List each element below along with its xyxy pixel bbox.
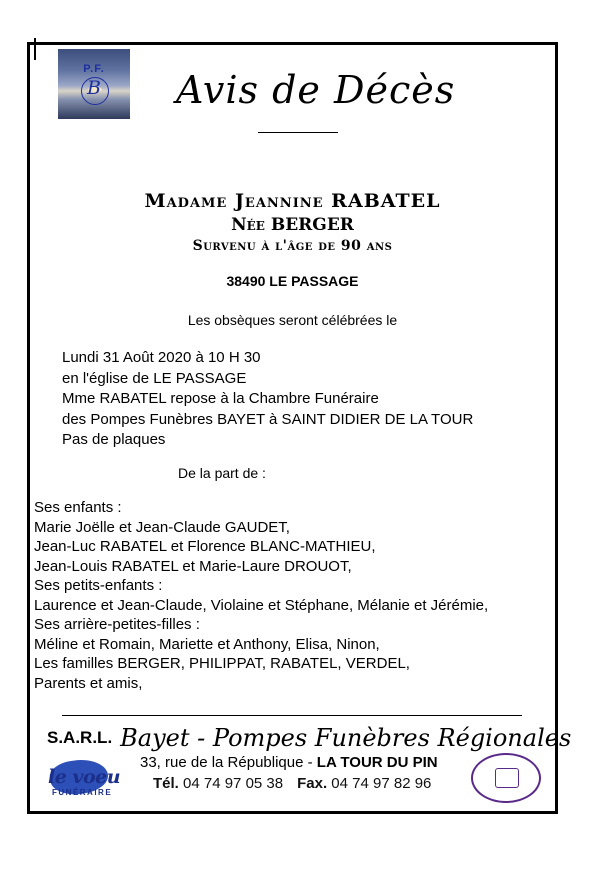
family-line: Méline et Romain, Mariette et Anthony, Elisa, Ninon, (34, 635, 380, 653)
birth-name: Née BERGER (231, 215, 354, 235)
notice-title: Avis de Décès (176, 68, 456, 112)
ceremony-line: Pas de plaques (62, 431, 166, 448)
obseques-intro: Les obsèques seront célébrées le (187, 312, 398, 328)
deceased-name: Madame Jeannine RABATEL (144, 190, 441, 212)
le-voeu-funeraire-logo (44, 752, 134, 800)
address-city: LA TOUR DU PIN (316, 754, 438, 771)
company-address (140, 754, 438, 771)
title-divider (258, 132, 338, 133)
family-line: Les familles BERGER, PHILIPPAT, RABATEL, VERDEL, (34, 655, 410, 672)
ceremony-line: des Pompes Funèbres BAYET à SAINT DIDIER DE LA TOUR (62, 410, 474, 428)
logo-initials: P.F. (83, 63, 105, 75)
footer-divider (62, 715, 522, 716)
family-line: Ses petits-enfants : (34, 577, 163, 594)
seal-emblem (495, 768, 519, 788)
family-line: Jean-Luc RABATEL et Florence BLANC-MATHIEU, (34, 538, 376, 555)
family-line: Parents et amis, (34, 674, 143, 692)
fax-label: Fax. (297, 775, 328, 792)
tel-number: 04 74 97 05 38 (183, 775, 284, 792)
ceremony-details (62, 348, 473, 451)
de-la-part-label: De la part de : (178, 465, 266, 481)
funeraire-text: FUNÉRAIRE (52, 788, 113, 797)
age-line: Survenu à l'âge de 90 ans (192, 238, 393, 254)
le-voeu-text: le voeu (48, 766, 121, 788)
family-list (34, 498, 488, 693)
ceremony-line: Mme RABATEL repose à la Chambre Funéraire (62, 390, 379, 407)
place-line: 38490 LE PASSAGE (226, 273, 359, 289)
sarl-label: S.A.R.L. (47, 728, 113, 747)
family-line: Laurence et Jean-Claude, Violaine et Stéphane, Mélanie et Jérémie, (34, 596, 489, 614)
ceremony-line: Lundi 31 Août 2020 à 10 H 30 (62, 349, 261, 366)
family-line: Jean-Louis RABATEL et Marie-Laure DROUOT, (34, 557, 352, 575)
company-name: Bayet - Pompes Funèbres Régionales (120, 724, 572, 752)
certification-seal-icon (471, 753, 541, 803)
family-line: Ses arrière-petites-filles : (34, 616, 200, 633)
pf-bayet-logo (58, 49, 130, 119)
logo-letter: B (87, 77, 101, 99)
tel-label: Tél. (153, 775, 179, 792)
family-line: Marie Joëlle et Jean-Claude GAUDET, (34, 518, 290, 536)
fax-number: 04 74 97 82 96 (331, 775, 432, 792)
ceremony-line: en l'église de LE PASSAGE (62, 369, 247, 387)
address-street: 33, rue de la République - (140, 754, 317, 771)
contact-line (153, 775, 431, 792)
family-line: Ses enfants : (34, 499, 122, 516)
company-line (47, 724, 571, 752)
